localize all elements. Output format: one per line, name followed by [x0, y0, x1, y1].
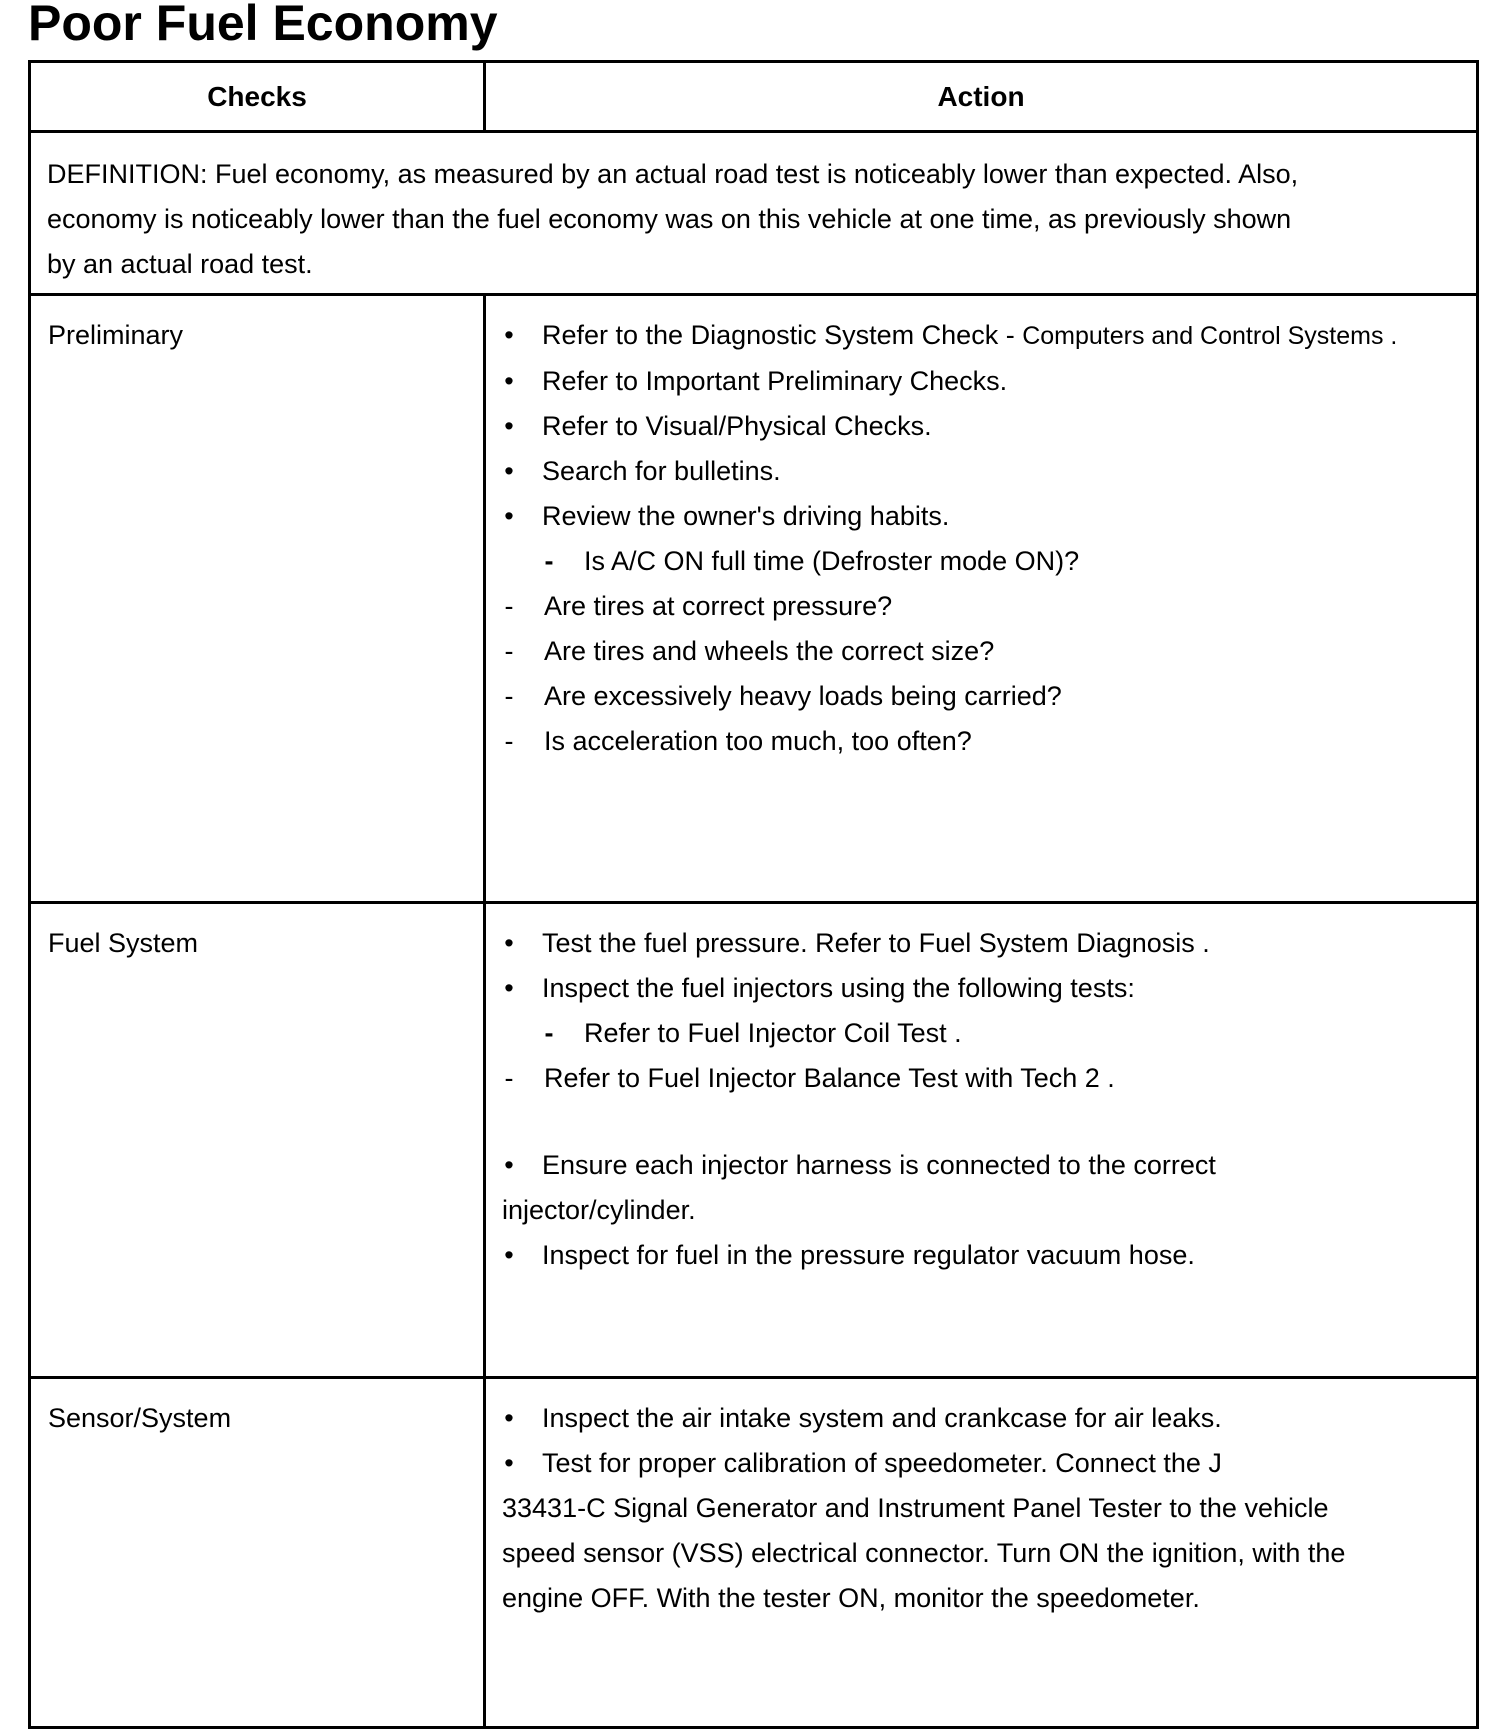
- action-column-header: Action: [485, 62, 1478, 132]
- dash-icon: -: [504, 636, 514, 666]
- action-subitem: [502, 1056, 1466, 1101]
- action-item: [502, 1143, 1466, 1188]
- action-continuation: speed sensor (VSS) electrical connector. Turn ON the ignition, with the: [502, 1538, 1346, 1568]
- definition-line: by an actual road test.: [47, 249, 313, 279]
- table-row-sensor-system: [30, 1378, 1478, 1728]
- action-cell: [485, 1378, 1478, 1728]
- bullet-icon: •: [504, 366, 514, 396]
- action-item: [502, 1441, 1466, 1486]
- action-subitem: [502, 629, 1466, 674]
- action-cell: [485, 295, 1478, 903]
- action-text: Refer to Fuel Injector Coil Test .: [584, 1018, 962, 1048]
- bullet-icon: •: [504, 1448, 514, 1478]
- action-item: [502, 359, 1466, 404]
- page-title: Poor Fuel Economy: [28, 0, 498, 51]
- action-subitem: [502, 539, 1466, 584]
- definition-row: [30, 132, 1478, 295]
- action-text: Refer to Visual/Physical Checks.: [542, 411, 932, 441]
- dash-icon: -: [504, 591, 514, 621]
- bullet-icon: •: [504, 973, 514, 1003]
- action-item: [502, 404, 1466, 449]
- bullet-icon: •: [504, 1240, 514, 1270]
- bullet-icon: •: [504, 411, 514, 441]
- action-text: Are tires at correct pressure?: [544, 591, 893, 621]
- action-continuation: 33431-C Signal Generator and Instrument Panel Tester to the vehicle: [502, 1493, 1329, 1523]
- action-text: Ensure each injector harness is connected to the correct: [542, 1150, 1216, 1180]
- action-cell: [485, 903, 1478, 1378]
- dash-icon: -: [544, 1018, 554, 1048]
- action-subitem: [502, 674, 1466, 719]
- action-item: [502, 921, 1466, 966]
- action-item: [502, 966, 1466, 1011]
- table-header-row: [30, 62, 1478, 132]
- action-subitem: [502, 719, 1466, 764]
- definition-cell: [30, 132, 1478, 295]
- bullet-icon: •: [504, 501, 514, 531]
- action-text: Computers and Control Systems .: [1022, 322, 1398, 350]
- action-text: Search for bulletins.: [542, 456, 781, 486]
- action-text: Are excessively heavy loads being carried?: [544, 681, 1062, 711]
- action-continuation: engine OFF. With the tester ON, monitor the speedometer.: [502, 1583, 1200, 1613]
- action-text: Refer to the Diagnostic System Check -: [542, 320, 1023, 350]
- definition-line: economy is noticeably lower than the fuel economy was on this vehicle at one time, as previously shown: [47, 204, 1292, 234]
- action-text: Inspect for fuel in the pressure regulator vacuum hose.: [542, 1240, 1195, 1270]
- action-text: Test for proper calibration of speedometer. Connect the J: [542, 1448, 1222, 1478]
- bullet-icon: •: [504, 1403, 514, 1433]
- action-item: [502, 1396, 1466, 1441]
- definition-line: DEFINITION: Fuel economy, as measured by an actual road test is noticeably lower than expected. Also,: [47, 159, 1299, 189]
- table-row-fuel-system: [30, 903, 1478, 1378]
- action-text: Refer to Fuel Injector Balance Test with Tech 2 .: [544, 1063, 1115, 1093]
- diagnostic-table: [28, 60, 1479, 1729]
- action-text: Review the owner's driving habits.: [542, 501, 950, 531]
- action-item: [502, 494, 1466, 539]
- action-text: Is acceleration too much, too often?: [544, 726, 972, 756]
- action-item: [502, 449, 1466, 494]
- action-item: [502, 1233, 1466, 1278]
- action-item: [502, 313, 1466, 359]
- bullet-icon: •: [504, 1150, 514, 1180]
- action-text: Are tires and wheels the correct size?: [544, 636, 995, 666]
- bullet-icon: •: [504, 928, 514, 958]
- action-text: Inspect the air intake system and crankcase for air leaks.: [542, 1403, 1222, 1433]
- table-row-preliminary: [30, 295, 1478, 903]
- dash-icon: -: [504, 726, 514, 756]
- check-cell: Preliminary: [30, 295, 485, 903]
- dash-icon: -: [504, 1063, 514, 1093]
- action-text: Inspect the fuel injectors using the following tests:: [542, 973, 1135, 1003]
- action-text: Is A/C ON full time (Defroster mode ON)?: [584, 546, 1080, 576]
- check-cell: Fuel System: [30, 903, 485, 1378]
- action-text: Refer to Important Preliminary Checks.: [542, 366, 1008, 396]
- action-subitem: [502, 584, 1466, 629]
- dash-icon: -: [504, 681, 514, 711]
- action-subitem: [502, 1011, 1466, 1056]
- bullet-icon: •: [504, 320, 514, 350]
- bullet-icon: •: [504, 456, 514, 486]
- dash-icon: -: [544, 546, 554, 576]
- check-cell: Sensor/System: [30, 1378, 485, 1728]
- checks-column-header: Checks: [30, 62, 485, 132]
- action-continuation: injector/cylinder.: [502, 1195, 696, 1225]
- action-text: Test the fuel pressure. Refer to Fuel System Diagnosis .: [542, 928, 1210, 958]
